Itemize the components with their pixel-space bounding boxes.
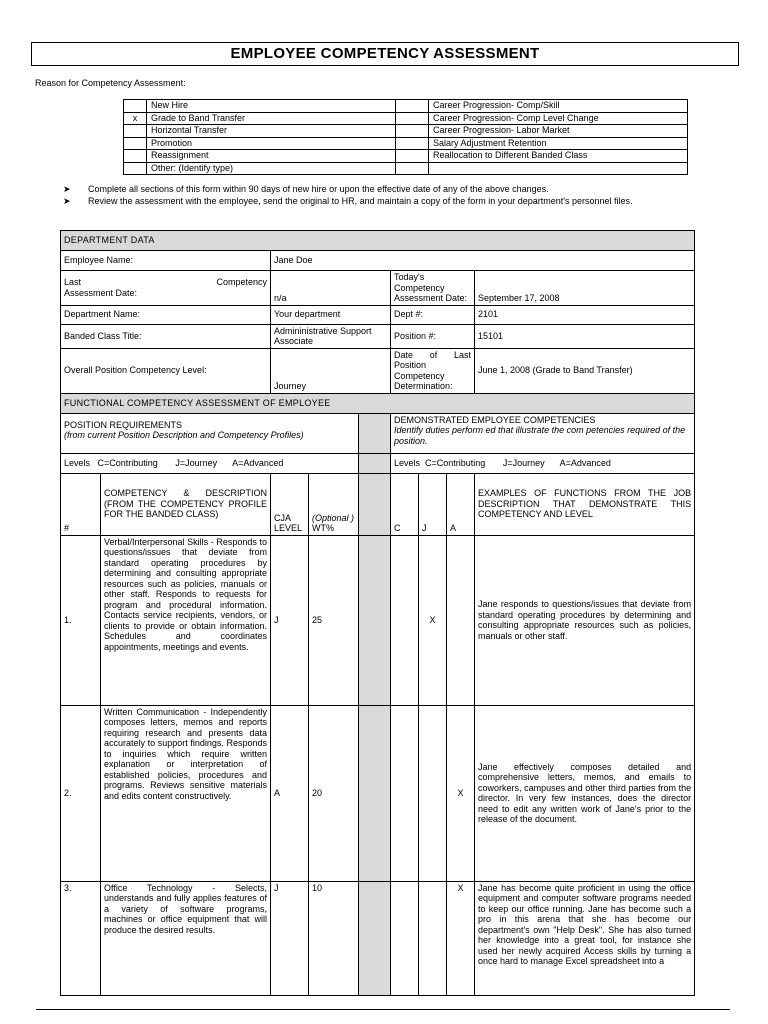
todays-date-value[interactable]: September 17, 2008 xyxy=(475,271,695,306)
reason-row xyxy=(124,100,688,113)
competency-cja-level[interactable]: J xyxy=(271,881,309,995)
reason-option-right[interactable]: Career Progression- Comp/Skill xyxy=(429,100,688,113)
arrow-bullet-icon: ➤ xyxy=(63,196,71,206)
competency-example[interactable]: Jane has become quite proficient in using the office equipment and computer software programs needed to keep our office running. Jane has become such a pro in this arena that she has become our department's own "Help Desk". She has also turned her knowledge into a great tool, for instance she used her newly acquired Access skills by turning a once hard to manage Excel spreadsheet into a xyxy=(475,881,695,995)
competency-j-mark[interactable] xyxy=(419,705,447,881)
reason-mark-right[interactable] xyxy=(396,100,429,113)
col-header-competency: COMPETENCY & DESCRIPTION (FROM THE COMPETENCY PROFILE FOR THE BANDED CLASS) xyxy=(101,473,271,535)
reason-option-right[interactable]: Career Progression- Labor Market xyxy=(429,125,688,138)
reason-option-left[interactable]: New Hire xyxy=(147,100,396,113)
reason-row xyxy=(124,137,688,150)
competency-number: 3. xyxy=(61,881,101,995)
assessment-table xyxy=(60,230,695,996)
reason-row xyxy=(124,112,688,125)
competency-description: Office Technology - Selects, understands and fully applies features of a variety of software programs, machines or office equipment that will produce the desired results. xyxy=(101,881,271,995)
banded-class-label: Banded Class Title: xyxy=(61,324,271,348)
instructions xyxy=(63,184,693,208)
department-data-header: DEPARTMENT DATA xyxy=(61,231,695,251)
competency-cja-level[interactable]: A xyxy=(271,705,309,881)
divider-cell xyxy=(359,705,391,881)
reason-table xyxy=(123,99,688,175)
reason-mark-right[interactable] xyxy=(396,137,429,150)
competency-weight[interactable]: 25 xyxy=(309,535,359,705)
competency-c-mark[interactable] xyxy=(391,881,419,995)
competency-j-mark[interactable] xyxy=(419,881,447,995)
reason-option-right[interactable]: Reallocation to Different Banded Class xyxy=(429,150,688,163)
competency-cja-level[interactable]: J xyxy=(271,535,309,705)
reason-mark[interactable] xyxy=(124,137,147,150)
levels-legend-left: Levels C=Contributing J=Journey A=Advanced xyxy=(61,453,359,473)
competency-c-mark[interactable] xyxy=(391,705,419,881)
reason-mark[interactable] xyxy=(124,125,147,138)
overall-level-label: Overall Position Competency Level: xyxy=(61,348,271,393)
col-header-examples: EXAMPLES OF FUNCTIONS FROM THE JOB DESCRIPTION THAT DEMONSTRATE THIS COMPETENCY AND LEVEL xyxy=(475,473,695,535)
reason-option-left[interactable]: Reassignment xyxy=(147,150,396,163)
levels-legend-right: Levels C=Contributing J=Journey A=Advanced xyxy=(391,453,695,473)
col-header-c: C xyxy=(391,473,419,535)
competency-a-mark[interactable]: X xyxy=(447,705,475,881)
competency-number: 1. xyxy=(61,535,101,705)
document-title: EMPLOYEE COMPETENCY ASSESSMENT xyxy=(31,42,739,66)
reason-option-right[interactable]: Career Progression- Comp Level Change xyxy=(429,112,688,125)
reason-mark-right[interactable] xyxy=(396,162,429,175)
demonstrated-header: DEMONSTRATED EMPLOYEE COMPETENCIES Identify duties perform ed that illustrate the com petencies required of the position. xyxy=(391,413,695,453)
reason-mark[interactable] xyxy=(124,100,147,113)
last-assessment-label: Last Competency Assessment Date: xyxy=(61,271,271,306)
footer-rule xyxy=(36,1009,730,1010)
reason-row xyxy=(124,162,688,175)
col-header-a: A xyxy=(447,473,475,535)
reason-mark-right[interactable] xyxy=(396,125,429,138)
date-last-value[interactable]: June 1, 2008 (Grade to Band Transfer) xyxy=(475,348,695,393)
instruction-item: ➤ Review the assessment with the employee, send the original to HR, and maintain a copy of the form in your department's personnel files. xyxy=(63,196,633,206)
reason-mark[interactable] xyxy=(124,150,147,163)
reason-label: Reason for Competency Assessment: xyxy=(35,78,186,88)
employee-name-label: Employee Name: xyxy=(61,251,271,271)
reason-option-right[interactable] xyxy=(429,162,688,175)
divider-cell xyxy=(359,413,391,453)
reason-option-left[interactable]: Grade to Band Transfer xyxy=(147,112,396,125)
reason-mark[interactable]: x xyxy=(124,112,147,125)
reason-option-left[interactable]: Promotion xyxy=(147,137,396,150)
competency-description: Verbal/Interpersonal Skills - Responds to questions/issues that deviate from standard operating procedures by determining and consulting appropriate resources such as policies, manuals or other staff. Responds to requests for program and procedural information. Contacts service recipients, vendors, or clients to provide or obtain information. Schedules and coordinates appointments, meetings and events. xyxy=(101,535,271,705)
functional-header: FUNCTIONAL COMPETENCY ASSESSMENT OF EMPLOYEE xyxy=(61,393,695,413)
overall-level-value[interactable]: Journey xyxy=(271,348,391,393)
date-last-label: Date of Last Position Competency Determination: xyxy=(391,348,475,393)
dept-number-label: Dept #: xyxy=(391,305,475,324)
reason-option-right[interactable]: Salary Adjustment Retention xyxy=(429,137,688,150)
competency-weight[interactable]: 20 xyxy=(309,705,359,881)
reason-row xyxy=(124,150,688,163)
reason-mark[interactable] xyxy=(124,162,147,175)
position-requirements-header: POSITION REQUIREMENTS (from current Position Description and Competency Profiles) xyxy=(61,413,359,453)
instruction-item: ➤ Complete all sections of this form within 90 days of new hire or upon the effective date of any of the above changes. xyxy=(63,184,549,194)
reason-mark-right[interactable] xyxy=(396,112,429,125)
banded-class-value[interactable]: Admininistrative Support Associate xyxy=(271,324,391,348)
divider-cell xyxy=(359,453,391,473)
position-number-label: Position #: xyxy=(391,324,475,348)
col-header-j: J xyxy=(419,473,447,535)
competency-a-mark[interactable]: X xyxy=(447,881,475,995)
position-number-value[interactable]: 15101 xyxy=(475,324,695,348)
reason-option-left[interactable]: Horizontal Transfer xyxy=(147,125,396,138)
col-header-number: # xyxy=(61,473,101,535)
competency-example[interactable]: Jane effectively composes detailed and comprehensive letters, memos, and emails to coworkers, campuses and other third parties from the director. In very few instances, does the director need to edit any written work of Jane's prior to the release of the document. xyxy=(475,705,695,881)
reason-row xyxy=(124,125,688,138)
competency-number: 2. xyxy=(61,705,101,881)
competency-description: Written Communication - Independently composes letters, memos and reports requiring research and presents data accurately to support findings. Responds to inquiries which require written explanation or interpretation of established policies, procedures and programs. Reviews sensitive materials and edits content constructively. xyxy=(101,705,271,881)
last-assessment-value[interactable]: n/a xyxy=(271,271,391,306)
reason-option-left[interactable]: Other: (Identify type) xyxy=(147,162,396,175)
col-header-weight: (Optional ) WT% xyxy=(309,473,359,535)
divider-cell xyxy=(359,881,391,995)
dept-number-value[interactable]: 2101 xyxy=(475,305,695,324)
department-name-value[interactable]: Your department xyxy=(271,305,391,324)
arrow-bullet-icon: ➤ xyxy=(63,184,71,194)
reason-mark-right[interactable] xyxy=(396,150,429,163)
col-header-cja: CJA LEVEL xyxy=(271,473,309,535)
divider-cell xyxy=(359,535,391,705)
employee-name-value[interactable]: Jane Doe xyxy=(271,251,695,271)
competency-example[interactable]: Jane responds to questions/issues that deviate from standard operating procedures by determining and consulting appropriate resources such as policies, manuals or other staff. xyxy=(475,535,695,705)
competency-c-mark[interactable] xyxy=(391,535,419,705)
divider-cell xyxy=(359,473,391,535)
todays-date-label: Today's Competency Assessment Date: xyxy=(391,271,475,306)
department-name-label: Department Name: xyxy=(61,305,271,324)
competency-j-mark[interactable]: X xyxy=(419,535,447,705)
competency-a-mark[interactable] xyxy=(447,535,475,705)
competency-weight[interactable]: 10 xyxy=(309,881,359,995)
